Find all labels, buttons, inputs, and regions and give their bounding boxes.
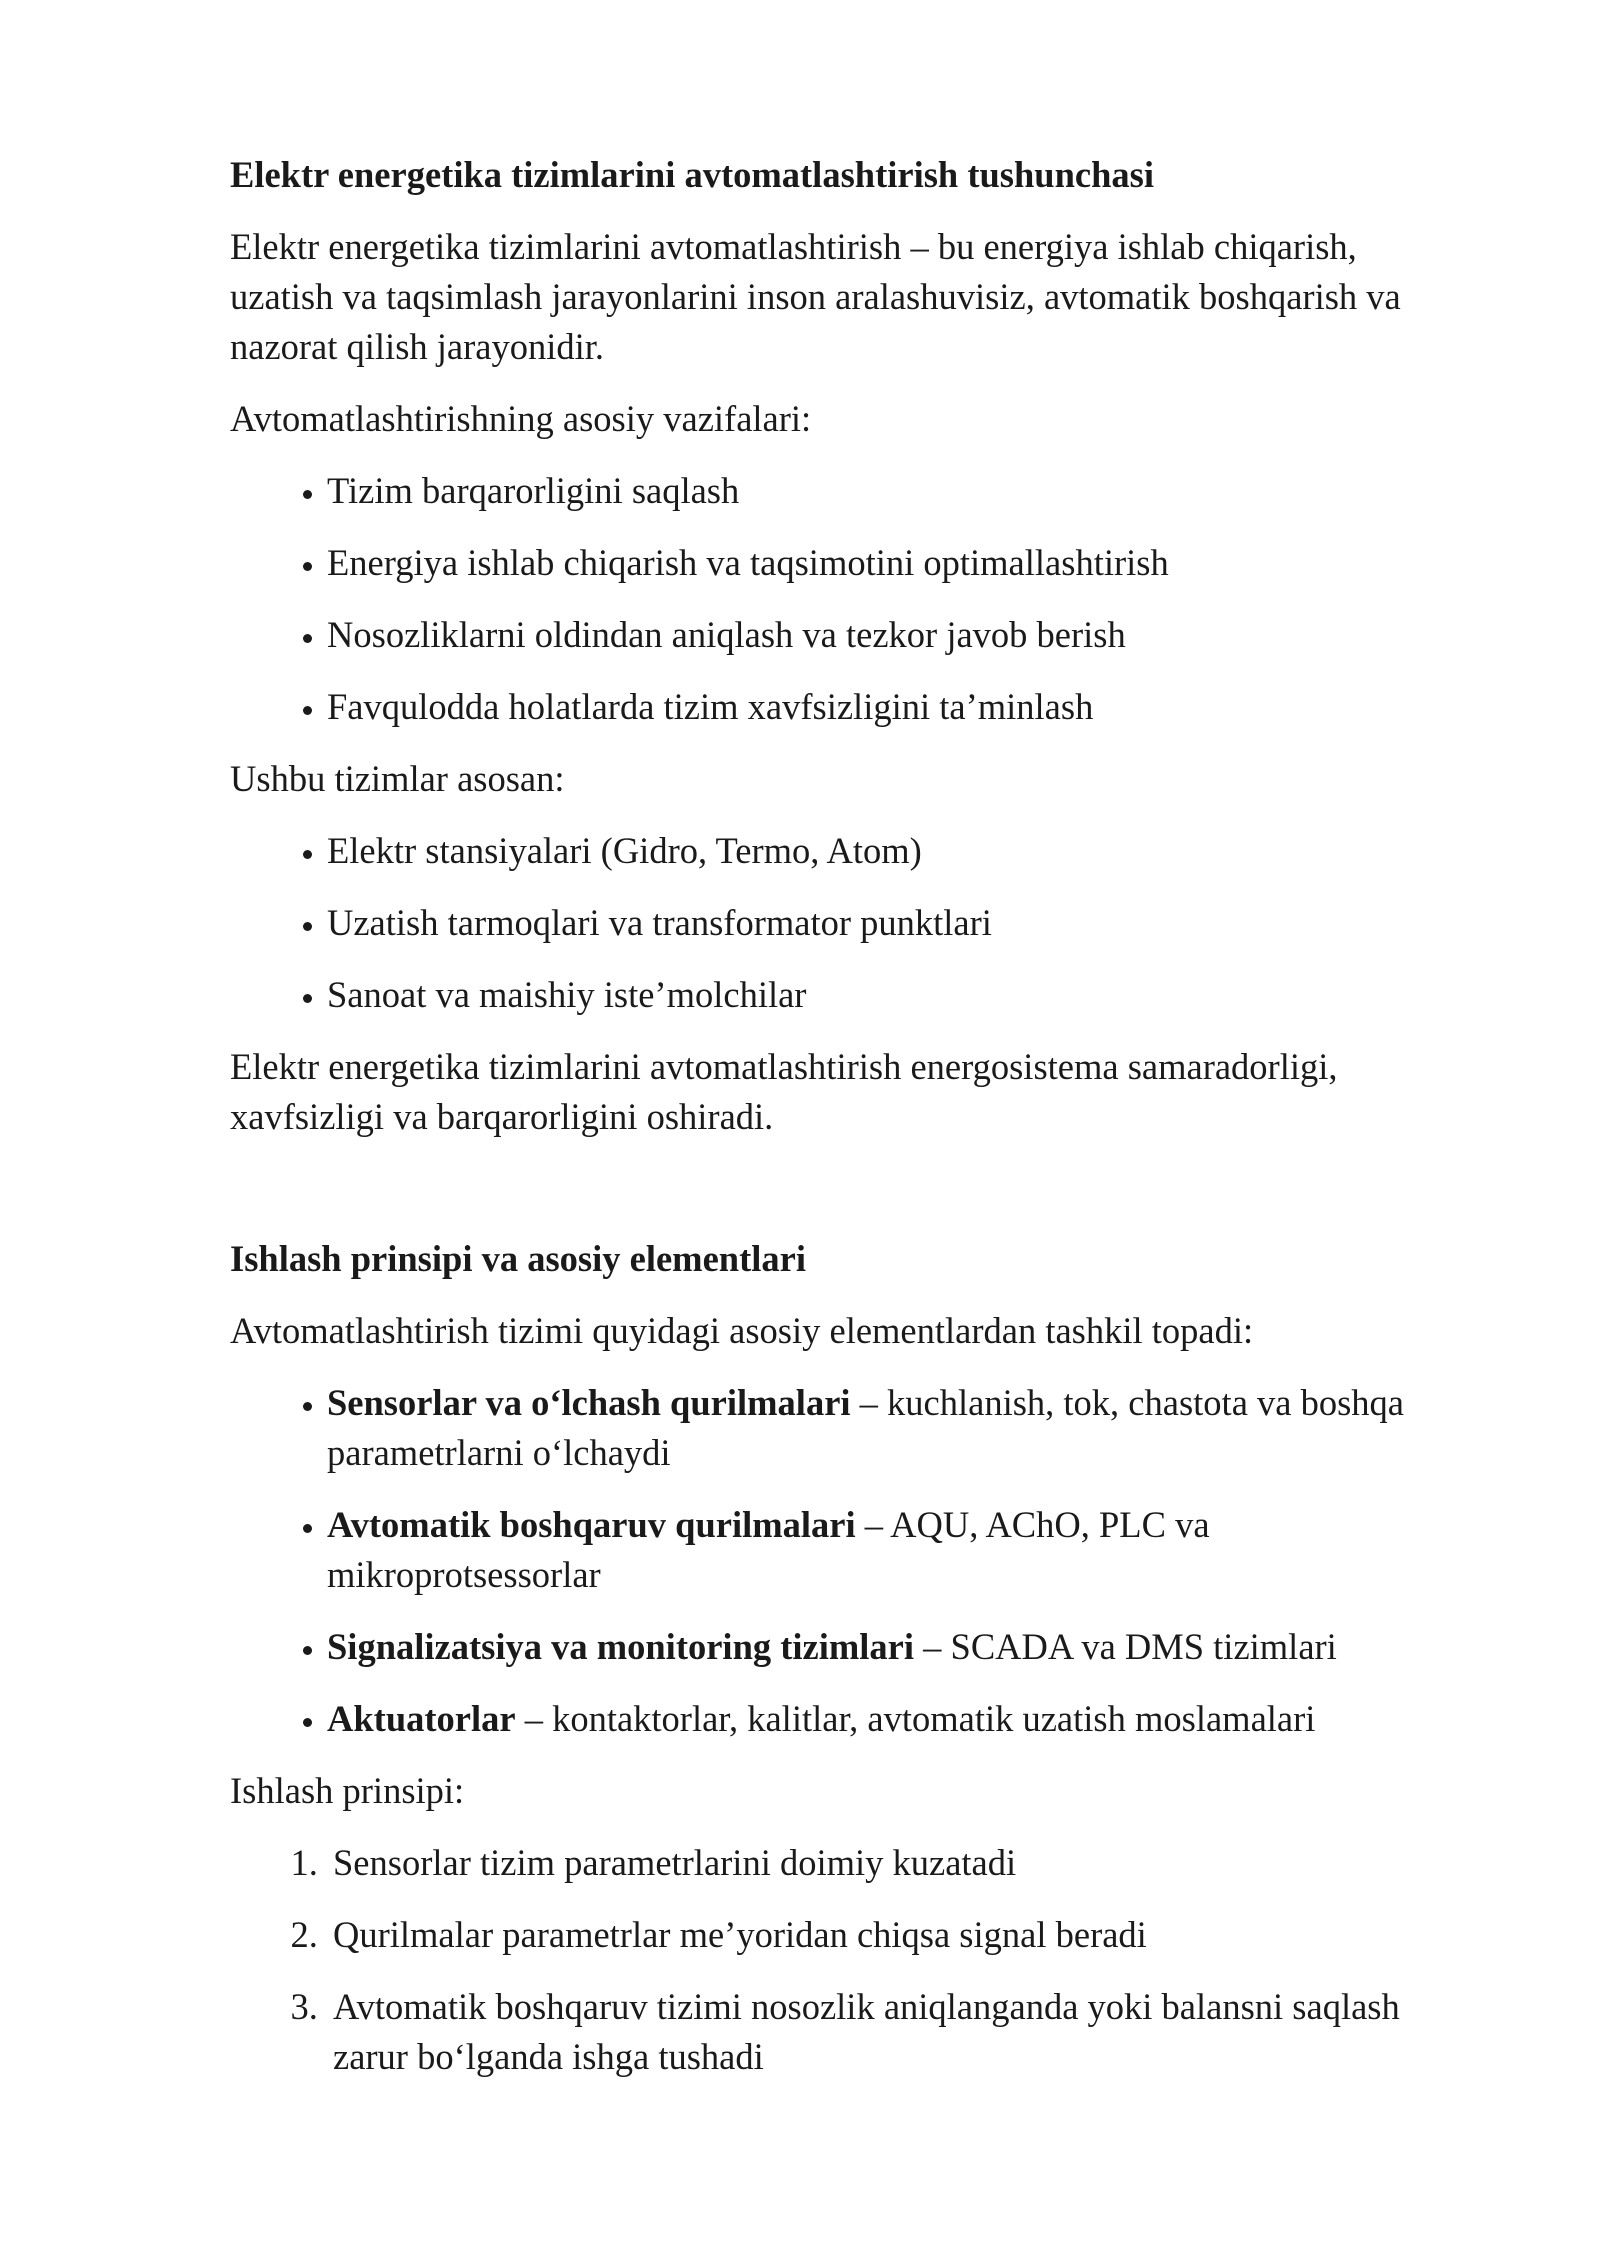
list-item [327, 1500, 1455, 1600]
list-item: • Favqulodda holatlarda tizim xavfsizligini ta’minlash [327, 682, 1455, 732]
element-term: Signalizatsiya va monitoring tizimlari [327, 1626, 915, 1667]
systems-list [230, 826, 1455, 1020]
element-description: – kuchlanish, tok, chastota va boshqa parametrlarni o‘lchaydi [327, 1382, 1405, 1473]
list-item: • Nosozliklarni oldindan aniqlash va tezkor javob berish [327, 610, 1455, 660]
element-term: Avtomatik boshqaruv qurilmalari [327, 1504, 856, 1545]
list-item [327, 1622, 1455, 1672]
list-item: • Uzatish tarmoqlari va transformator punktlari [327, 898, 1455, 948]
section-automation-concept [230, 150, 1455, 1142]
list-item: • Tizim barqarorligini saqlash [327, 466, 1455, 516]
tasks-list [230, 466, 1455, 732]
principle-heading: Ishlash prinsipi: [230, 1770, 465, 1811]
systems-heading: Ushbu tizimlar asosan: [230, 758, 565, 799]
list-item: • Sanoat va maishiy iste’molchilar [327, 970, 1455, 1020]
list-item: 3. Avtomatik boshqaruv tizimi nosozlik aniqlanganda yoki balansni saqlash zarur bo‘lganda ishga tushadi [327, 1982, 1455, 2082]
element-term: Aktuatorlar [327, 1698, 516, 1739]
list-item: • Elektr stansiyalari (Gidro, Termo, Atom) [327, 826, 1455, 876]
section-working-principle [230, 1234, 1455, 2082]
element-description: – kontaktorlar, kalitlar, avtomatik uzatish moslamalari [515, 1698, 1316, 1739]
list-item: 2. Qurilmalar parametrlar me’yoridan chiqsa signal beradi [327, 1910, 1455, 1960]
element-term: Sensorlar va o‘lchash qurilmalari [327, 1382, 851, 1423]
list-item [327, 1694, 1455, 1744]
document-page [230, 150, 1455, 2104]
steps-list [230, 1838, 1455, 2082]
intro-paragraph: Elektr energetika tizimlarini avtomatlashtirish – bu energiya ishlab chiqarish, uzatish va taqsimlash jarayonlarini inson aralashuvisiz, avtomatik boshqarish va nazorat qilish jarayonidir. [230, 226, 1401, 367]
elements-list [230, 1378, 1455, 1744]
element-description: – AQU, AChO, PLC va mikroprotsessorlar [327, 1504, 1210, 1595]
tasks-heading: Avtomatlashtirishning asosiy vazifalari: [230, 398, 812, 439]
list-item: 1. Sensorlar tizim parametrlarini doimiy kuzatadi [327, 1838, 1455, 1888]
section-spacer [230, 1164, 1455, 1234]
element-description: – SCADA va DMS tizimlari [914, 1626, 1337, 1667]
list-item [327, 1378, 1455, 1478]
section-title: Ishlash prinsipi va asosiy elementlari [230, 1238, 806, 1279]
elements-intro: Avtomatlashtirish tizimi quyidagi asosiy elementlardan tashkil topadi: [230, 1310, 1254, 1351]
conclusion-paragraph: Elektr energetika tizimlarini avtomatlashtirish energosistema samaradorligi, xavfsizligi va barqarorligini oshiradi. [230, 1046, 1338, 1137]
list-item: • Energiya ishlab chiqarish va taqsimotini optimallashtirish [327, 538, 1455, 588]
section-title: Elektr energetika tizimlarini avtomatlashtirish tushunchasi [230, 154, 1154, 195]
